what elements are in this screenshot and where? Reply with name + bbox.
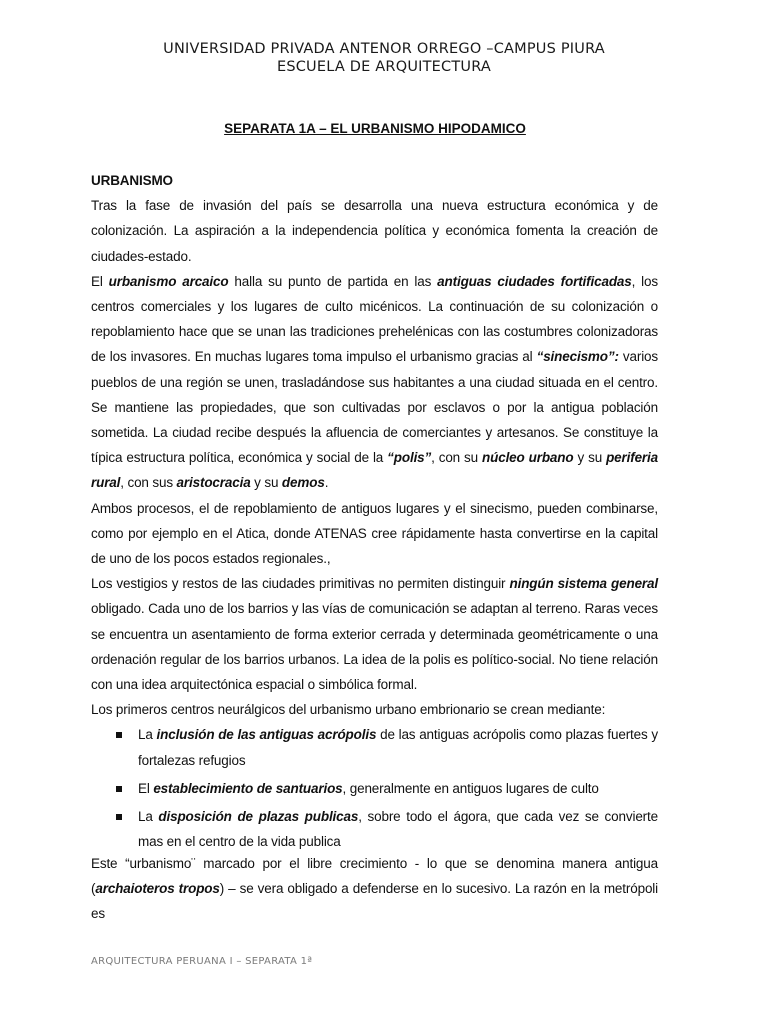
closing-body [91,851,658,927]
section-heading: URBANISMO [91,173,173,188]
paragraph-3: Ambos procesos, el de repoblamiento de antiguos lugares y el sinecismo, pueden combinarse, como por ejemplo en el Atica, donde ATENAS cree rápidamente hasta convertirse en la capital de uno de los pocos estados regionales., [91,500,658,567]
paragraph-6: Este “urbanismo¨ marcado por el libre crecimiento - lo que se denomina manera antigua (archaioteros tropos) – se vera obligado a defenderse en lo sucesivo. La razón en la metrópoli es [91,856,658,922]
bullet-list [91,722,658,854]
header-university: UNIVERSIDAD PRIVADA ANTENOR ORREGO –CAMPUS PIURA [163,41,605,57]
header-school: ESCUELA DE ARQUITECTURA [276,59,492,75]
paragraph-1: Tras la fase de invasión del país se desarrolla una nueva estructura económica y de colonización. La aspiración a la independencia política y económica fomenta la creación de ciudades-estado. [91,198,658,264]
paragraph-5: Los primeros centros neurálgicos del urbanismo urbano embrionario se crean mediante: [91,702,606,718]
bullet-square-icon [116,786,122,792]
list-item: El establecimiento de santuarios, generalmente en antiguos lugares de culto [91,776,658,801]
document-title: SEPARATA 1A – EL URBANISMO HIPODAMICO [224,121,526,136]
main-body [91,168,658,857]
list-item: La inclusión de las antiguas acrópolis de las antiguas acrópolis como plazas fuertes y fortalezas refugios [91,722,658,772]
list-item: La disposición de plazas publicas, sobre todo el ágora, que cada vez se convierte mas en el centro de la vida publica [91,804,658,854]
paragraph-2: El urbanismo arcaico halla su punto de partida en las antiguas ciudades fortificadas, los centros comerciales y los lugares de culto micénicos. La continuación de su colonización o repoblamiento hace que se unan las tradiciones prehelénicas con las costumbres colonizadoras de los invasores. En muchas lugares toma impulso el urbanismo gracias al “sinecismo”: varios pueblos de una región se unen, trasladándose sus habitantes a una ciudad situada en el centro. Se mantiene las propiedades, que son cultivadas por esclavos o por la antigua población sometida. La ciudad recibe después la afluencia de comerciantes y artesanos. Se constituye la típica estructura política, económica y social de la “polis”, con su núcleo urbano y su periferia rural, con sus aristocracia y su demos. [91,273,659,491]
bullet-square-icon [116,732,122,738]
paragraph-4: Los vestigios y restos de las ciudades primitivas no permiten distinguir ningún sistema general obligado. Cada uno de los barrios y las vías de comunicación se adaptan al terreno. Raras veces se encuentra un asentamiento de forma exterior cerrada y determinada geométricamente o una ordenación regular de los barrios urbanos. La idea de la polis es político-social. No tiene relación con una idea arquitectónica espacial o simbólica formal. [91,576,658,693]
page-footer: ARQUITECTURA PERUANA I – SEPARATA 1ª [91,956,313,967]
bullet-square-icon [116,814,122,820]
